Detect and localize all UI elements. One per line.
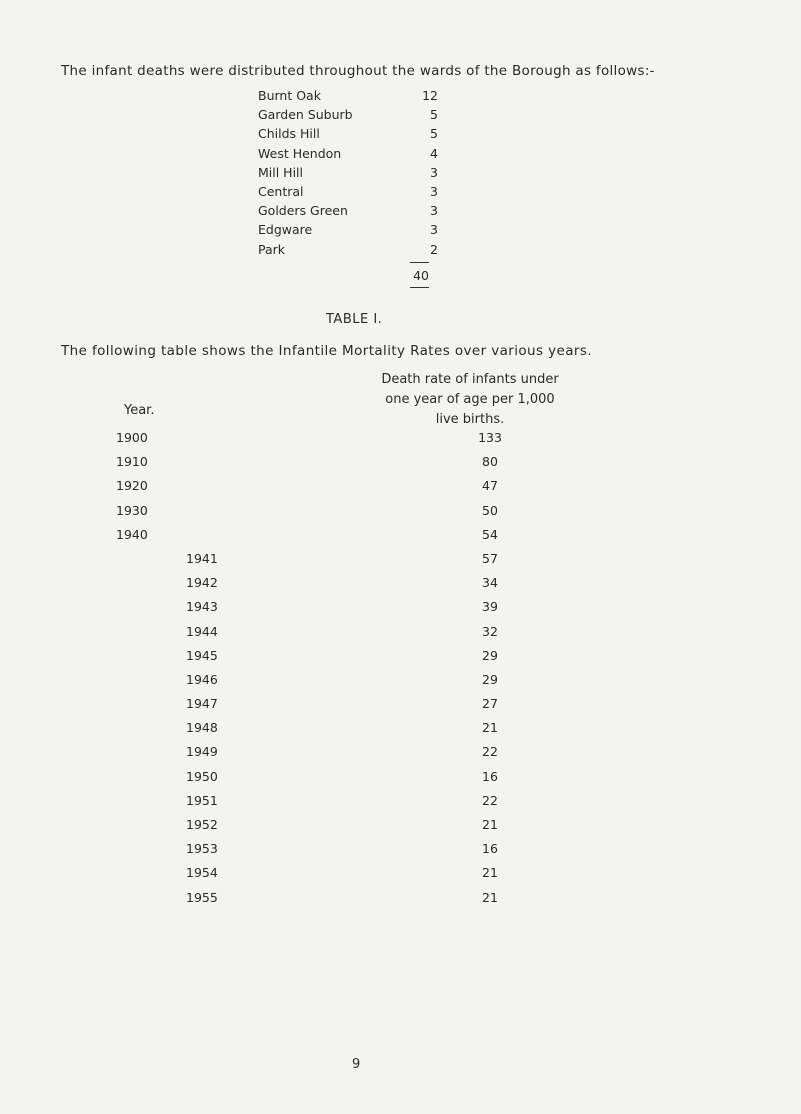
- table-row: [0, 890, 801, 914]
- mortality-table: [0, 430, 801, 914]
- total-rule-top: [410, 262, 429, 263]
- rate-cell: 39: [482, 599, 498, 615]
- column-header-rate-line: live births.: [435, 412, 505, 427]
- table-row: [0, 696, 801, 720]
- rate-cell: 27: [482, 696, 498, 712]
- year-cell: 1910: [116, 454, 148, 470]
- rate-cell: 29: [482, 647, 498, 663]
- column-header-rate-line: Death rate of infants under: [381, 372, 559, 387]
- ward-list: [258, 88, 438, 261]
- ward-row: [258, 222, 438, 241]
- ward-total: 40: [413, 268, 429, 283]
- ward-row: [258, 146, 438, 165]
- page-number: 9: [352, 1057, 361, 1072]
- year-cell: 1952: [186, 817, 218, 832]
- table-row: [0, 599, 801, 623]
- table-row: [0, 454, 801, 478]
- rate-cell: 57: [482, 550, 498, 566]
- table-description: The following table shows the Infantile Mortality Rates over various years.: [61, 343, 592, 359]
- year-cell: 1942: [186, 575, 218, 591]
- ward-count: 12: [422, 88, 438, 103]
- table-title: TABLE I.: [326, 312, 383, 327]
- ward-name: Burnt Oak: [258, 88, 321, 103]
- year-cell: 1900: [116, 430, 148, 445]
- rate-cell: 47: [482, 478, 498, 494]
- rate-cell: 21: [482, 889, 498, 905]
- year-cell: 1920: [116, 478, 148, 494]
- ward-count: 2: [430, 241, 438, 257]
- ward-name: Central: [258, 183, 304, 199]
- table-row: [0, 793, 801, 817]
- table-row: [0, 769, 801, 793]
- ward-count: 4: [430, 145, 438, 161]
- year-cell: 1944: [186, 623, 218, 639]
- table-row: [0, 817, 801, 841]
- ward-row: [258, 107, 438, 126]
- year-cell: 1948: [186, 720, 218, 736]
- table-row: [0, 551, 801, 575]
- year-cell: 1943: [186, 599, 218, 615]
- ward-name: Mill Hill: [258, 164, 303, 180]
- rate-cell: 133: [478, 430, 502, 445]
- table-row: [0, 575, 801, 599]
- year-cell: 1955: [186, 889, 218, 905]
- year-cell: 1950: [186, 768, 218, 784]
- ward-name: Golders Green: [258, 203, 348, 219]
- rate-cell: 16: [482, 768, 498, 784]
- year-cell: 1940: [116, 526, 148, 542]
- column-header-year: Year.: [124, 403, 155, 418]
- year-cell: 1945: [186, 647, 218, 663]
- year-cell: 1941: [186, 550, 218, 566]
- ward-row: [258, 126, 438, 145]
- rate-cell: 80: [482, 454, 498, 470]
- rate-cell: 21: [482, 720, 498, 736]
- table-row: [0, 672, 801, 696]
- ward-count: 3: [430, 222, 438, 238]
- rate-cell: 29: [482, 671, 498, 687]
- year-cell: 1953: [186, 841, 218, 857]
- ward-name: Garden Suburb: [258, 107, 353, 123]
- year-cell: 1930: [116, 502, 148, 518]
- year-cell: 1954: [186, 865, 218, 881]
- table-row: [0, 648, 801, 672]
- table-row: [0, 865, 801, 889]
- year-cell: 1949: [186, 744, 218, 760]
- ward-row: [258, 203, 438, 222]
- ward-row: [258, 184, 438, 203]
- column-header-rate-line: one year of age per 1,000: [385, 392, 555, 407]
- rate-cell: 34: [482, 575, 498, 591]
- rate-cell: 50: [482, 502, 498, 518]
- ward-row: [258, 165, 438, 184]
- ward-name: Edgware: [258, 222, 313, 238]
- rate-cell: 16: [482, 841, 498, 857]
- intro-text: The infant deaths were distributed throughout the wards of the Borough as follows:-: [61, 63, 655, 79]
- ward-name: West Hendon: [258, 145, 342, 161]
- table-row: [0, 503, 801, 527]
- ward-count: 3: [430, 164, 438, 180]
- ward-name: Childs Hill: [258, 126, 320, 142]
- table-row: [0, 841, 801, 865]
- column-header-rate: [370, 370, 570, 430]
- year-cell: 1946: [186, 671, 218, 687]
- table-row: [0, 478, 801, 502]
- year-cell: 1951: [186, 792, 218, 808]
- ward-row: [258, 88, 438, 107]
- rate-cell: 32: [482, 623, 498, 639]
- table-row: [0, 527, 801, 551]
- rate-cell: 21: [482, 817, 498, 832]
- ward-name: Park: [258, 241, 286, 257]
- table-row: [0, 430, 801, 454]
- year-cell: 1947: [186, 696, 218, 712]
- rate-cell: 21: [482, 865, 498, 881]
- rate-cell: 54: [482, 526, 498, 542]
- ward-count: 5: [430, 126, 438, 142]
- table-row: [0, 720, 801, 744]
- table-row: [0, 624, 801, 648]
- ward-count: 5: [430, 107, 438, 123]
- total-rule-bottom: [410, 287, 429, 288]
- ward-count: 3: [430, 203, 438, 219]
- table-row: [0, 744, 801, 768]
- ward-count: 3: [430, 183, 438, 199]
- ward-row: [258, 242, 438, 261]
- rate-cell: 22: [482, 792, 498, 808]
- rate-cell: 22: [482, 744, 498, 760]
